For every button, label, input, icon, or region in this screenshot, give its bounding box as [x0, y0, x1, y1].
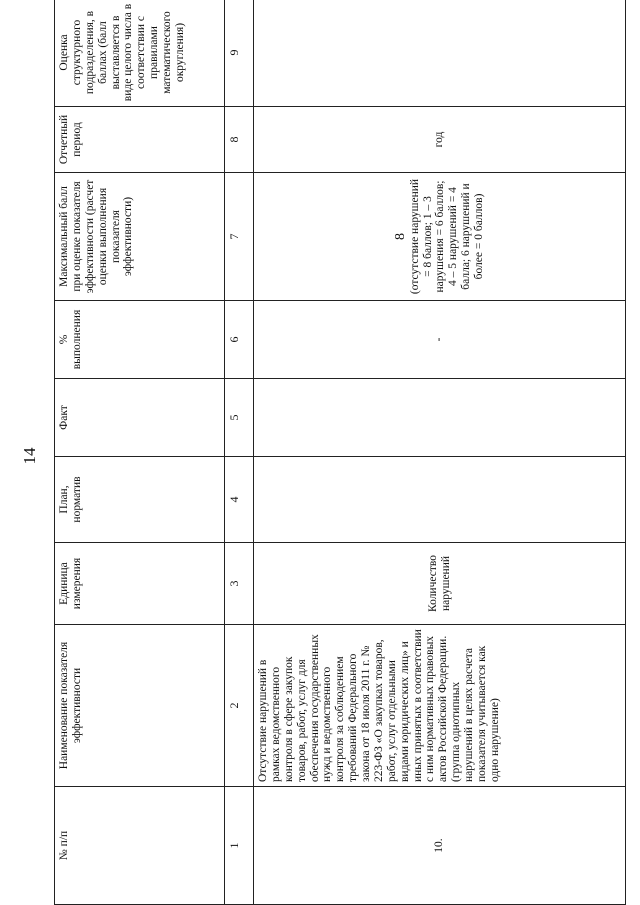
column-number-row: [225, 0, 254, 905]
header-row: [55, 0, 225, 905]
max-score-rules: (отсутствие нарушений = 8 баллов; 1 – 3 нарушения = 6 баллов; 4 – 5 нарушений = 4 балла; 6 нарушений и более = 0 баллов): [408, 178, 486, 295]
plan: [254, 457, 626, 543]
header-period: Отчетный период: [55, 107, 225, 173]
header-score: Оценка структурного подразделения, в баллах (балл выставляется в виде целого числа в соответствии с правилами математического округления): [55, 0, 225, 107]
col-number-9: 9: [225, 0, 254, 107]
col-number-6: 6: [225, 301, 254, 379]
header-plan: План, норматив: [55, 457, 225, 543]
col-number-4: 4: [225, 457, 254, 543]
header-max-score: Максимальный балл при оценке показателя эффективности (расчет оценки выполнения показателя эффективности): [55, 173, 225, 301]
col-number-2: 2: [225, 625, 254, 787]
score: [254, 0, 626, 107]
period: год: [254, 107, 626, 173]
header-unit: Единица измерения: [55, 543, 225, 625]
header-fact: Факт: [55, 379, 225, 457]
efficiency-indicator-table: [54, 0, 626, 905]
fact: [254, 379, 626, 457]
header-num: № п/п: [55, 787, 225, 905]
header-indicator-name: Наименование показателя эффективности: [55, 625, 225, 787]
col-number-7: 7: [225, 173, 254, 301]
indicator-name: Отсутствие нарушений в рамках ведомственного контроля в сфере закупок товаров, работ, услуг для обеспечения государственных нужд и ведомственного контроля за соблюдением требований Федерального закона от 18 июля 2011 г. № 223-ФЗ «О закупках товаров, работ, услуг отдельными видами юридических лиц» и иных принятых в соответствии с ним нормативных правовых актов Российской Федерации. (группа однотипных нарушений в целях расчета показателя учитывается как одно нарушение): [254, 625, 626, 787]
header-percent: % выполнения: [55, 301, 225, 379]
col-number-8: 8: [225, 107, 254, 173]
col-number-3: 3: [225, 543, 254, 625]
unit: Количество нарушений: [254, 543, 626, 625]
max-score-value: 8: [393, 233, 409, 240]
col-number-5: 5: [225, 379, 254, 457]
row-number: 10.: [254, 787, 626, 905]
table-row: [254, 0, 626, 905]
page-number: 14: [20, 447, 39, 465]
max-score: [254, 173, 626, 301]
col-number-1: 1: [225, 787, 254, 905]
percent: -: [254, 301, 626, 379]
